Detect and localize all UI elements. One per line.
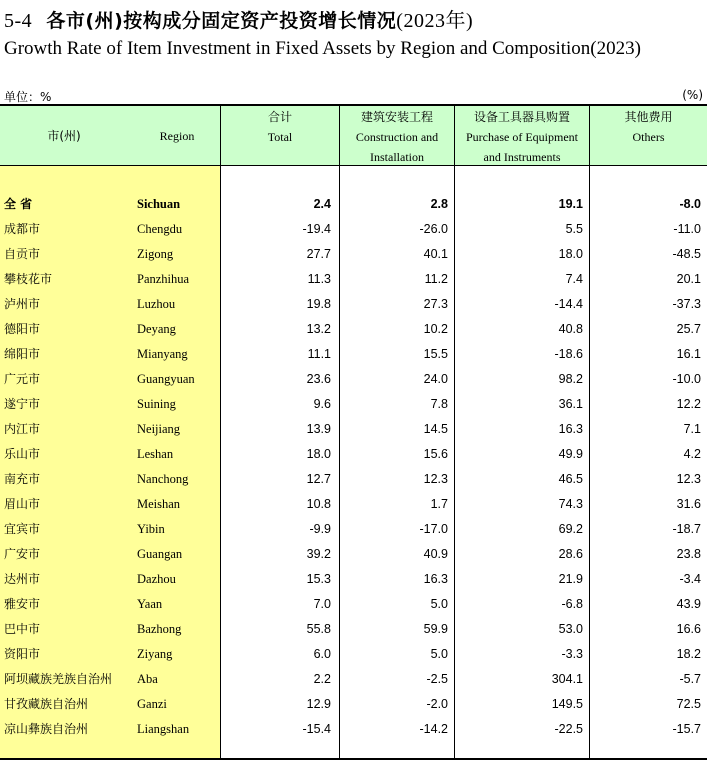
equipment-cell: -3.3 xyxy=(561,647,583,661)
total-cell: 23.6 xyxy=(306,372,331,386)
region-en-cell: Guangyuan xyxy=(137,372,195,386)
unit-percent: (%) xyxy=(682,88,703,102)
total-cell: 27.7 xyxy=(306,247,331,261)
others-cell: -48.5 xyxy=(672,247,701,261)
construction-cell: -14.2 xyxy=(419,722,448,736)
total-cell: 13.2 xyxy=(306,322,331,336)
others-cell: -10.0 xyxy=(672,372,701,386)
others-cell: 43.9 xyxy=(676,597,701,611)
total-cell: 2.4 xyxy=(313,197,331,211)
region-cn-cell: 内江市 xyxy=(4,422,41,436)
construction-cell: 15.5 xyxy=(423,347,448,361)
region-cn-cell: 阿坝藏族羌族自治州 xyxy=(4,672,113,686)
construction-cell: 15.6 xyxy=(423,447,448,461)
construction-cell: -17.0 xyxy=(419,522,448,536)
region-en-cell: Zigong xyxy=(137,247,174,261)
table-bottom-rule xyxy=(0,758,707,760)
table-row xyxy=(0,467,707,492)
title-year: (2023年) xyxy=(396,10,474,32)
equipment-cell: 98.2 xyxy=(558,372,583,386)
others-cell: 23.8 xyxy=(676,547,701,561)
region-cn-cell: 德阳市 xyxy=(4,322,41,336)
region-cn-cell: 广安市 xyxy=(4,547,41,561)
equipment-cell: 36.1 xyxy=(558,397,583,411)
table-row xyxy=(0,292,707,317)
table-row xyxy=(0,642,707,667)
title-cn-text: 各市(州)按构成分固定资产投资增长情况 xyxy=(46,10,397,32)
region-en-cell: Chengdu xyxy=(137,222,183,236)
header-construction: 建筑安装工程 Construction and Installation xyxy=(355,110,439,164)
total-cell: 12.9 xyxy=(306,697,331,711)
table-row xyxy=(0,217,707,242)
construction-cell: 7.8 xyxy=(430,397,448,411)
region-cn-cell: 乐山市 xyxy=(4,447,41,461)
header-region-en: Region xyxy=(159,129,195,143)
header-equipment: 设备工具器具购置 Purchase of Equipment and Instruments xyxy=(466,110,578,164)
region-cn-cell: 雅安市 xyxy=(4,597,41,611)
equipment-cell: 46.5 xyxy=(558,472,583,486)
equipment-cell: -18.6 xyxy=(554,347,583,361)
total-cell: 39.2 xyxy=(306,547,331,561)
region-cn-cell: 攀枝花市 xyxy=(4,272,53,286)
construction-cell: 24.0 xyxy=(423,372,448,386)
others-cell: 25.7 xyxy=(676,322,701,336)
header-total: 合计 Total xyxy=(267,110,293,144)
region-en-cell: Panzhihua xyxy=(137,272,190,286)
others-cell: -11.0 xyxy=(673,222,701,236)
equipment-cell: -22.5 xyxy=(554,722,583,736)
total-cell: 11.3 xyxy=(307,272,331,286)
others-cell: -37.3 xyxy=(672,297,701,311)
others-cell: 18.2 xyxy=(676,647,701,661)
construction-cell: -2.0 xyxy=(426,697,448,711)
region-en-cell: Bazhong xyxy=(137,622,182,636)
others-cell: -18.7 xyxy=(672,522,701,536)
region-en-cell: Nanchong xyxy=(137,472,189,486)
construction-cell: 59.9 xyxy=(423,622,448,636)
equipment-cell: 28.6 xyxy=(558,547,583,561)
region-cn-cell: 巴中市 xyxy=(4,622,41,636)
unit-label: 单位：% xyxy=(4,90,52,104)
total-cell: 11.1 xyxy=(307,347,331,361)
construction-cell: 14.5 xyxy=(423,422,448,436)
region-cn-cell: 全 省 xyxy=(4,197,33,211)
others-cell: 20.1 xyxy=(676,272,701,286)
construction-cell: 5.0 xyxy=(430,597,448,611)
total-cell: 55.8 xyxy=(306,622,331,636)
others-cell: 7.1 xyxy=(683,422,701,436)
total-cell: 2.2 xyxy=(313,672,331,686)
table-row xyxy=(0,242,707,267)
equipment-cell: 40.8 xyxy=(558,322,583,336)
equipment-cell: -6.8 xyxy=(561,597,583,611)
region-cn-cell: 甘孜藏族自治州 xyxy=(4,697,89,711)
table-row xyxy=(0,442,707,467)
region-en-cell: Deyang xyxy=(137,322,176,336)
equipment-cell: 21.9 xyxy=(558,572,583,586)
region-cn-cell: 南充市 xyxy=(4,472,41,486)
region-cn-cell: 宜宾市 xyxy=(4,522,41,536)
data-table xyxy=(0,104,707,760)
equipment-cell: 5.5 xyxy=(565,222,583,236)
others-cell: 4.2 xyxy=(683,447,701,461)
region-cn-cell: 资阳市 xyxy=(4,647,41,661)
region-cn-cell: 达州市 xyxy=(4,572,41,586)
construction-cell: 10.2 xyxy=(423,322,448,336)
table-number: 5-4 xyxy=(4,10,33,32)
others-cell: 31.6 xyxy=(676,497,701,511)
table-title-en: Growth Rate of Item Investment in Fixed Assets by Region and Composition(2023) xyxy=(4,38,641,59)
others-cell: 16.6 xyxy=(676,622,701,636)
others-cell: 72.5 xyxy=(676,697,701,711)
table-row xyxy=(0,717,707,742)
region-cn-cell: 自贡市 xyxy=(4,247,41,261)
others-cell: -5.7 xyxy=(679,672,701,686)
total-cell: -15.4 xyxy=(302,722,331,736)
table-row xyxy=(0,492,707,517)
region-en-cell: Yaan xyxy=(137,597,163,611)
others-cell: -15.7 xyxy=(672,722,701,736)
header-region-cn: 市(州) xyxy=(47,129,81,143)
table-row xyxy=(0,342,707,367)
equipment-cell: 49.9 xyxy=(558,447,583,461)
region-en-cell: Ganzi xyxy=(137,697,167,711)
table-title-cn xyxy=(4,4,473,33)
total-cell: -9.9 xyxy=(309,522,331,536)
others-cell: 12.2 xyxy=(676,397,701,411)
total-cell: 7.0 xyxy=(313,597,331,611)
region-cn-cell: 泸州市 xyxy=(4,297,41,311)
total-cell: 12.7 xyxy=(306,472,331,486)
equipment-cell: -14.4 xyxy=(554,297,583,311)
region-cn-cell: 眉山市 xyxy=(4,497,41,511)
table-row xyxy=(0,542,707,567)
equipment-cell: 19.1 xyxy=(558,197,583,211)
construction-cell: 16.3 xyxy=(423,572,448,586)
region-en-cell: Guangan xyxy=(137,547,183,561)
equipment-cell: 69.2 xyxy=(558,522,583,536)
table-row xyxy=(0,517,707,542)
others-cell: -3.4 xyxy=(679,572,701,586)
region-en-cell: Yibin xyxy=(137,522,165,536)
region-en-cell: Ziyang xyxy=(137,647,173,661)
equipment-cell: 74.3 xyxy=(558,497,583,511)
table-row xyxy=(0,667,707,692)
region-en-cell: Mianyang xyxy=(137,347,188,361)
region-en-cell: Leshan xyxy=(137,447,174,461)
table-row xyxy=(0,567,707,592)
total-cell: 18.0 xyxy=(306,447,331,461)
table-row xyxy=(0,317,707,342)
equipment-cell: 7.4 xyxy=(565,272,583,286)
total-cell: 6.0 xyxy=(313,647,331,661)
table-row xyxy=(0,592,707,617)
construction-cell: 1.7 xyxy=(430,497,448,511)
equipment-cell: 18.0 xyxy=(558,247,583,261)
table-row xyxy=(0,417,707,442)
region-en-cell: Neijiang xyxy=(137,422,181,436)
construction-cell: 12.3 xyxy=(423,472,448,486)
others-cell: -8.0 xyxy=(679,197,701,211)
construction-cell: 27.3 xyxy=(423,297,448,311)
construction-cell: 5.0 xyxy=(430,647,448,661)
region-cn-cell: 绵阳市 xyxy=(4,347,41,361)
region-cn-cell: 遂宁市 xyxy=(4,397,41,411)
equipment-cell: 16.3 xyxy=(558,422,583,436)
region-en-cell: Liangshan xyxy=(137,722,190,736)
others-cell: 12.3 xyxy=(676,472,701,486)
total-cell: 13.9 xyxy=(306,422,331,436)
equipment-cell: 149.5 xyxy=(551,697,583,711)
others-cell: 16.1 xyxy=(676,347,701,361)
region-en-cell: Suining xyxy=(137,397,176,411)
construction-cell: 11.2 xyxy=(424,272,448,286)
construction-cell: -26.0 xyxy=(419,222,448,236)
total-cell: 19.8 xyxy=(306,297,331,311)
table-row xyxy=(0,392,707,417)
construction-cell: 40.9 xyxy=(423,547,448,561)
construction-cell: 2.8 xyxy=(430,197,448,211)
table-row xyxy=(0,367,707,392)
region-en-cell: Meishan xyxy=(137,497,181,511)
region-en-cell: Luzhou xyxy=(137,297,176,311)
region-en-cell: Sichuan xyxy=(137,197,181,211)
total-cell: -19.4 xyxy=(302,222,331,236)
region-en-cell: Aba xyxy=(137,672,158,686)
header-others: 其他费用 Others xyxy=(624,110,673,144)
total-cell: 15.3 xyxy=(306,572,331,586)
total-cell: 10.8 xyxy=(306,497,331,511)
region-cn-cell: 成都市 xyxy=(4,222,41,236)
total-cell: 9.6 xyxy=(313,397,331,411)
table-row xyxy=(0,267,707,292)
region-en-cell: Dazhou xyxy=(137,572,176,586)
region-cn-cell: 广元市 xyxy=(4,372,41,386)
region-cn-cell: 凉山彝族自治州 xyxy=(4,722,89,736)
construction-cell: -2.5 xyxy=(426,672,448,686)
table-row xyxy=(0,192,707,217)
table-row xyxy=(0,692,707,717)
equipment-cell: 304.1 xyxy=(551,672,583,686)
construction-cell: 40.1 xyxy=(423,247,448,261)
table-row xyxy=(0,617,707,642)
equipment-cell: 53.0 xyxy=(558,622,583,636)
